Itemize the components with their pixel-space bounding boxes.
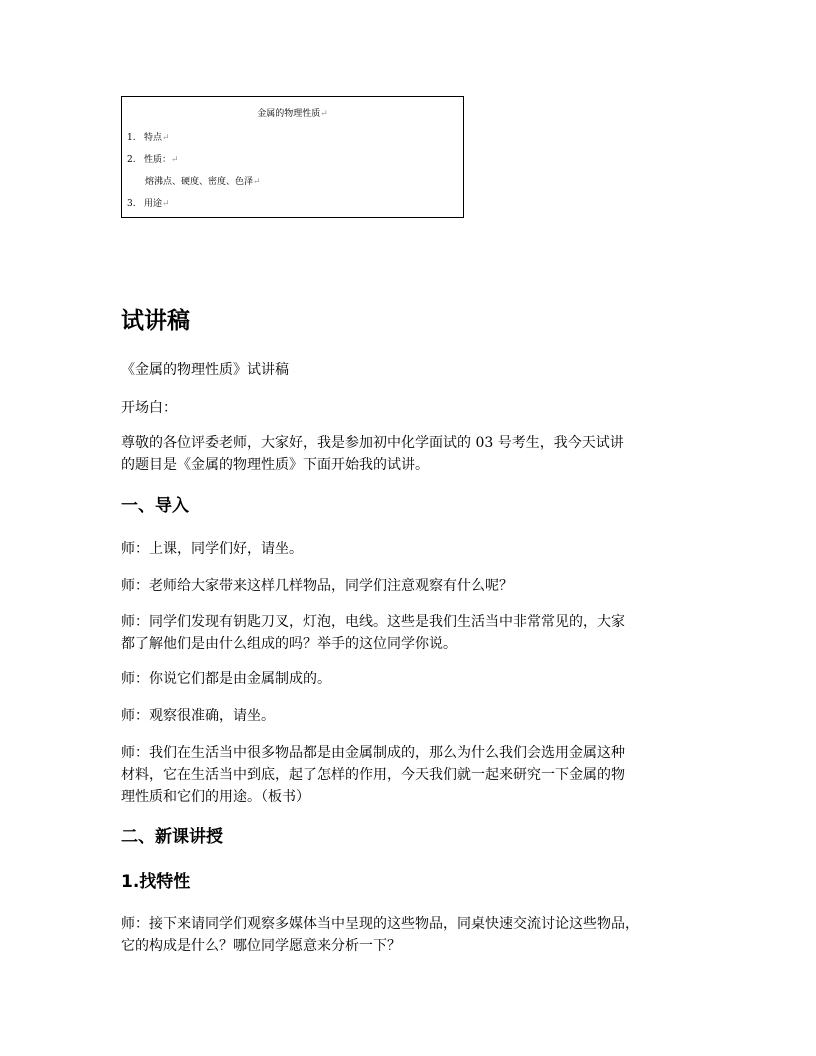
paragraph: 师：观察很准确，请坐。 — [121, 708, 275, 724]
board-item-3: 3. 用途↵ — [127, 199, 170, 209]
paragraph: 师：老师给大家带来这样几样物品，同学们注意观察有什么呢？ — [121, 578, 513, 594]
paragraph: 师：你说它们都是由金属制成的。 — [121, 671, 331, 687]
paragraph: 师：上课，同学们好，请坐。 — [121, 541, 303, 557]
blackboard-summary-box — [121, 96, 464, 218]
board-title: 金属的物理性质↵ — [257, 109, 328, 119]
section-heading-new-lesson: 二、新课讲授 — [121, 827, 223, 847]
paragraph: 师：同学们发现有钥匙刀叉，灯泡，电线。这些是我们生活当中非常常见的，大家 都了解他们是由什么组成的吗？举手的这位同学你说。 — [121, 614, 625, 652]
board-item-1: 1. 特点↵ — [127, 133, 170, 143]
document-title: 试讲稿 — [121, 308, 190, 334]
opening-paragraph: 尊敬的各位评委老师，大家好，我是参加初中化学面试的 03 号考生，我今天试讲 的题目是《金属的物理性质》下面开始我的试讲。 — [121, 435, 624, 473]
board-item-2: 2. 性质：↵ — [127, 155, 179, 165]
section-heading-introduction: 一、导入 — [121, 496, 189, 516]
board-item-2-detail: 熔沸点、硬度、密度、色泽↵ — [145, 177, 261, 187]
paragraph: 师：接下来请同学们观察多媒体当中呈现的这些物品，同桌快速交流讨论这些物品， 它的构成是什么？哪位同学愿意来分析一下？ — [121, 916, 639, 954]
sub-heading-find-properties: 1.找特性 — [121, 872, 191, 892]
opening-label: 开场白： — [121, 400, 177, 416]
lecture-subtitle: 《金属的物理性质》试讲稿 — [121, 362, 289, 378]
paragraph: 师：我们在生活当中很多物品都是由金属制成的，那么为什么我们会选用金属这种 材料，它在生活当中到底，起了怎样的作用，今天我们就一起来研究一下金属的物 理性质和它们的用途。（板书） — [121, 745, 625, 805]
